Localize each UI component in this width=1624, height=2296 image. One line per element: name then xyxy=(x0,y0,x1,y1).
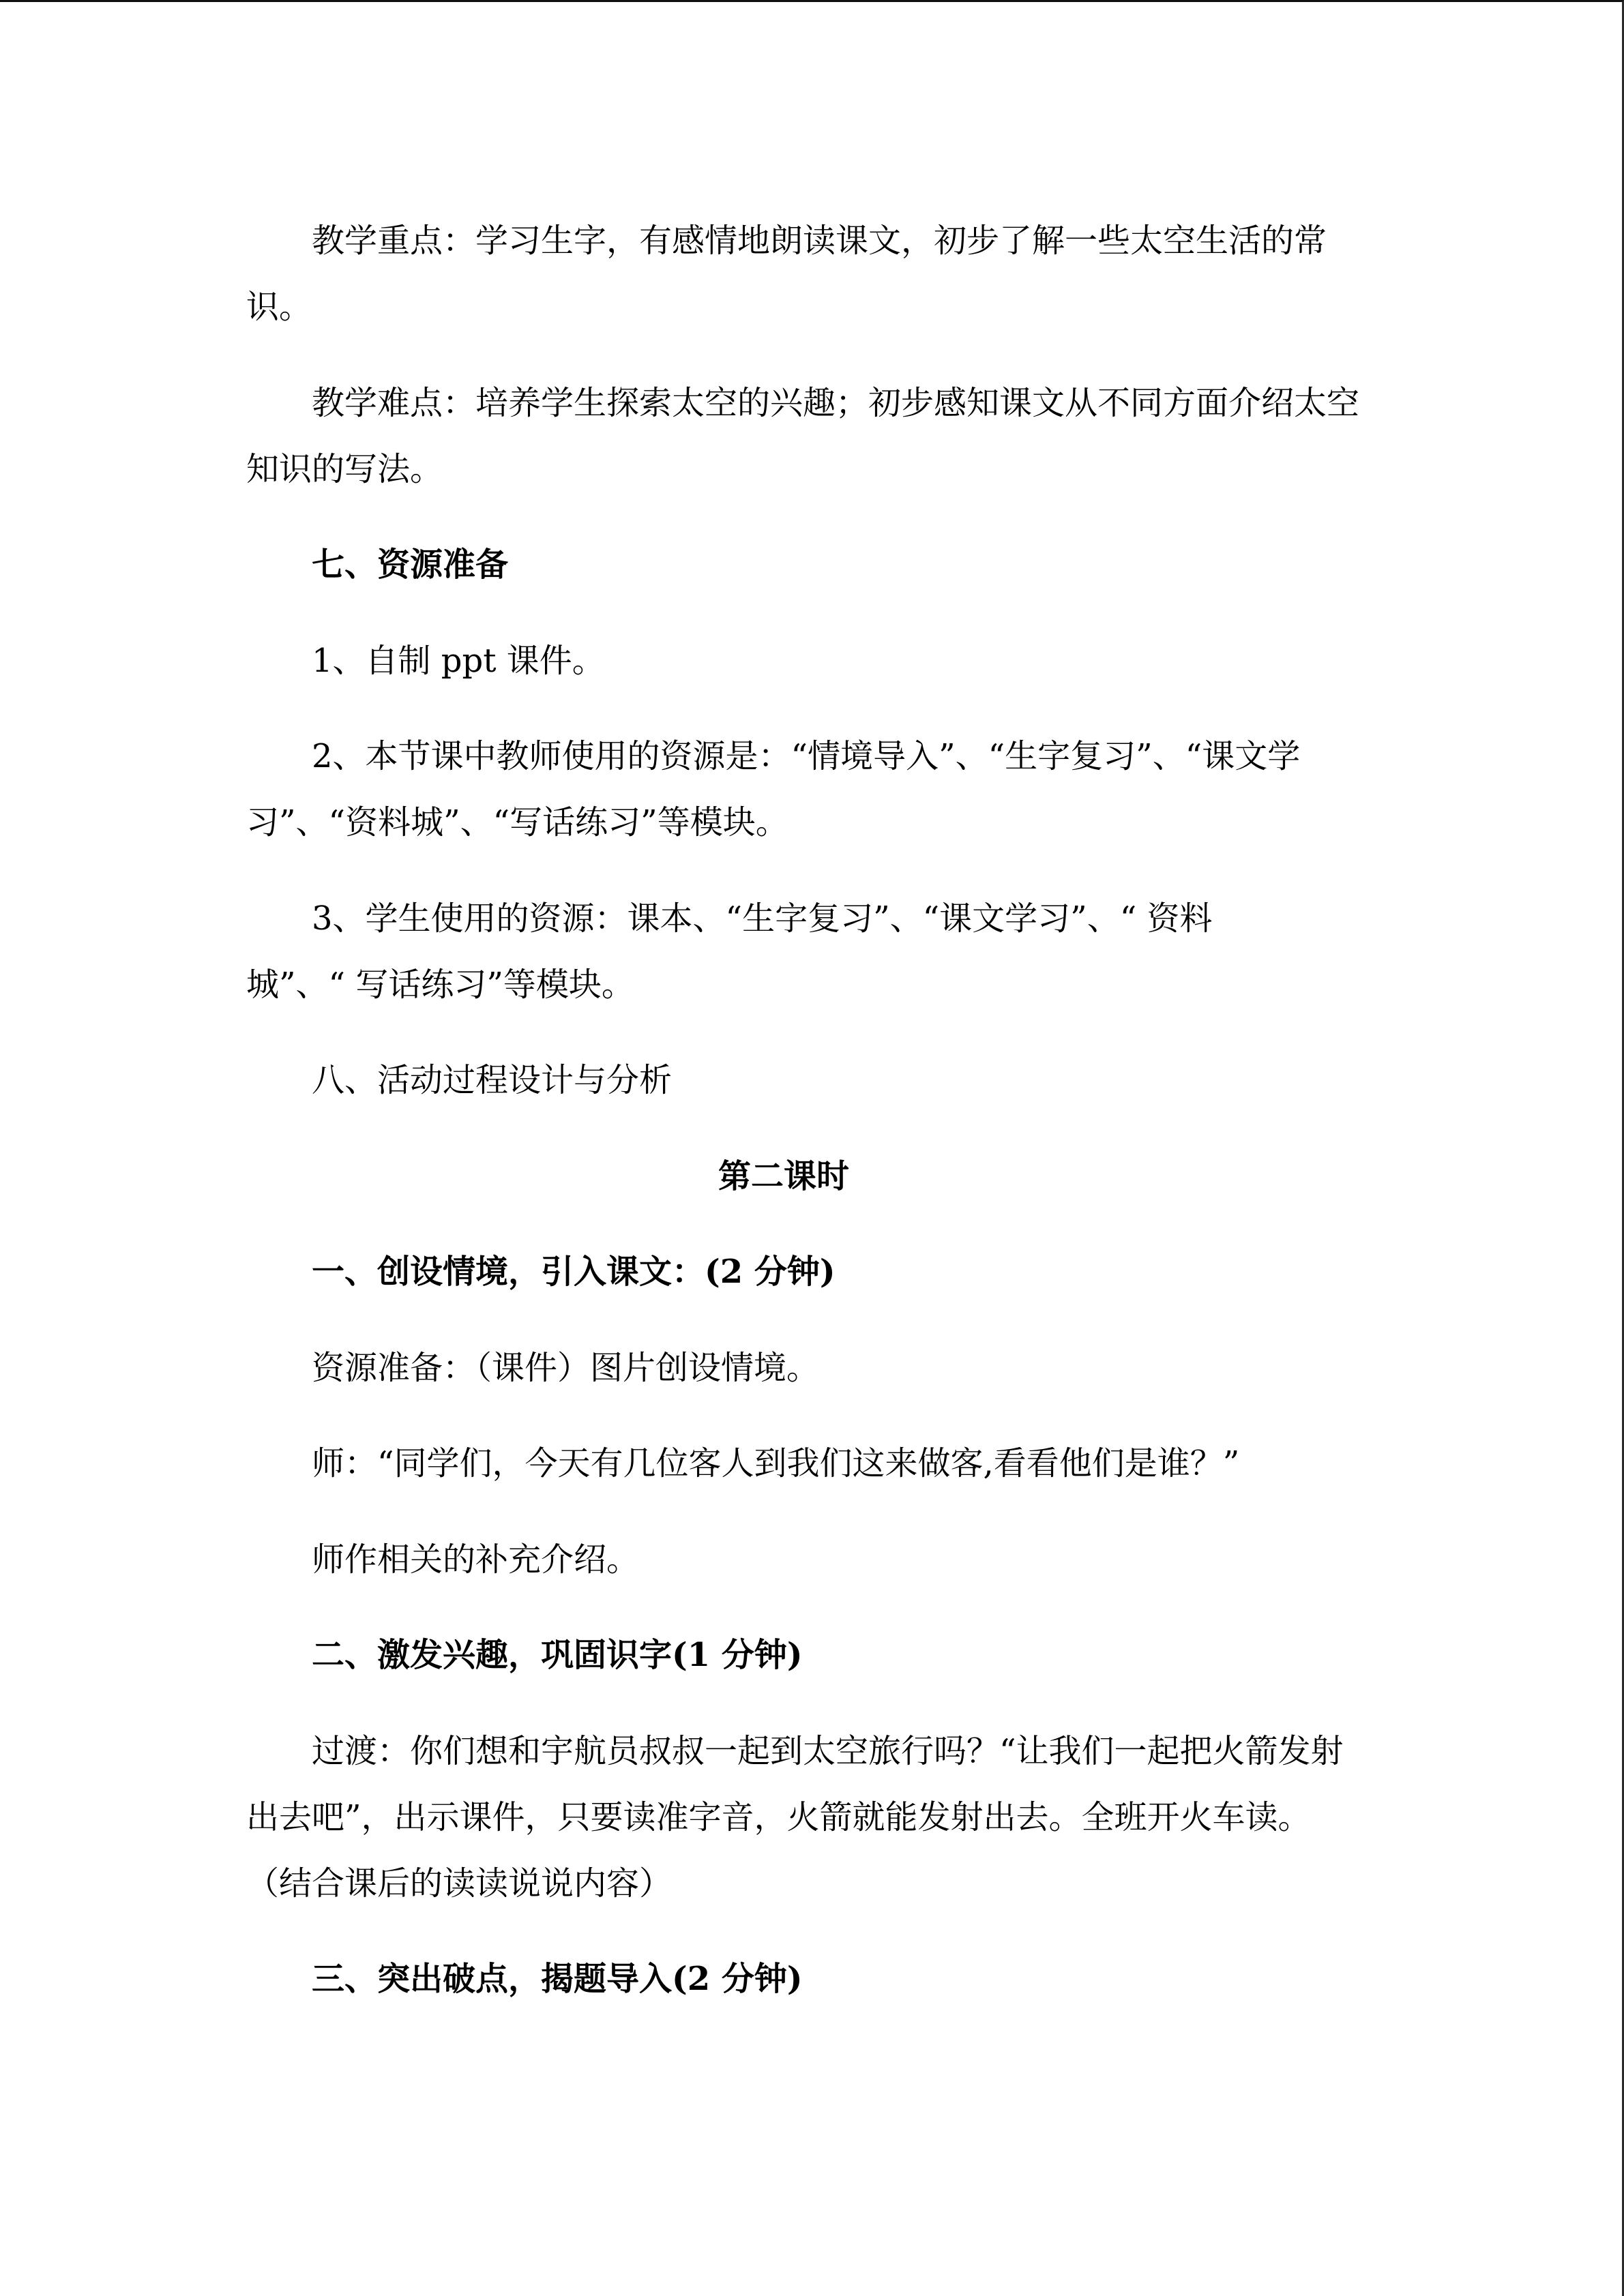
section-7-heading: 七、资源准备 xyxy=(312,546,509,584)
step-1-teacher-line: 师：“同学们，今天有几位客人到我们这来做客,看看他们是谁？” xyxy=(312,1444,1240,1482)
paragraph-line: （结合课后的读读说说内容） xyxy=(246,1864,673,1903)
paragraph-line: 过渡：你们想和宇航员叔叔一起到太空旅行吗？“让我们一起把火箭发射 xyxy=(312,1731,1344,1770)
step-2-transition xyxy=(246,1718,1344,1917)
lesson-title: 第二课时 xyxy=(718,1157,849,1195)
resource-item-1: 1、自制 ppt 课件。 xyxy=(312,641,605,680)
teaching-focus-paragraph xyxy=(246,208,1327,340)
section-8-heading: 八、活动过程设计与分析 xyxy=(312,1061,673,1099)
step-3-heading: 三、突出破点，揭题导入(2 分钟) xyxy=(312,1960,803,1998)
step-2-heading: 二、激发兴趣，巩固识字(1 分钟) xyxy=(312,1636,803,1674)
resource-item-2 xyxy=(246,724,1321,856)
paragraph-line: 教学重点：学习生字，有感情地朗读课文，初步了解一些太空生活的常 xyxy=(312,222,1327,260)
paragraph-line: 知识的写法。 xyxy=(246,449,443,488)
paragraph-line: 出去吧”，出示课件，只要读准字音，火箭就能发射出去。全班开火车读。 xyxy=(246,1798,1311,1836)
paragraph-line: 2、本节课中教师使用的资源是：“情境导入”、“生字复习”、“课文学 xyxy=(312,737,1301,775)
paragraph-line: 3、学生使用的资源：课本、“生字复习”、“课文学习”、“ 资料 xyxy=(312,899,1213,938)
paragraph-line: 习”、“资料城”、“写话练习”等模块。 xyxy=(246,803,788,841)
resource-item-3 xyxy=(246,886,1321,1018)
step-1-resource: 资源准备：（课件）图片创设情境。 xyxy=(312,1348,820,1387)
paragraph-line: 城”、“ 写话练习”等模块。 xyxy=(246,965,634,1004)
document-body xyxy=(246,208,1360,2042)
teaching-difficulty-paragraph xyxy=(246,370,1360,503)
paragraph-line: 教学难点：培养学生探索太空的兴趣；初步感知课文从不同方面介绍太空 xyxy=(312,383,1360,422)
step-1-note: 师作相关的补充介绍。 xyxy=(312,1540,640,1579)
step-1-heading: 一、创设情境，引入课文：(2 分钟) xyxy=(312,1253,836,1291)
paragraph-line: 识。 xyxy=(246,288,312,326)
